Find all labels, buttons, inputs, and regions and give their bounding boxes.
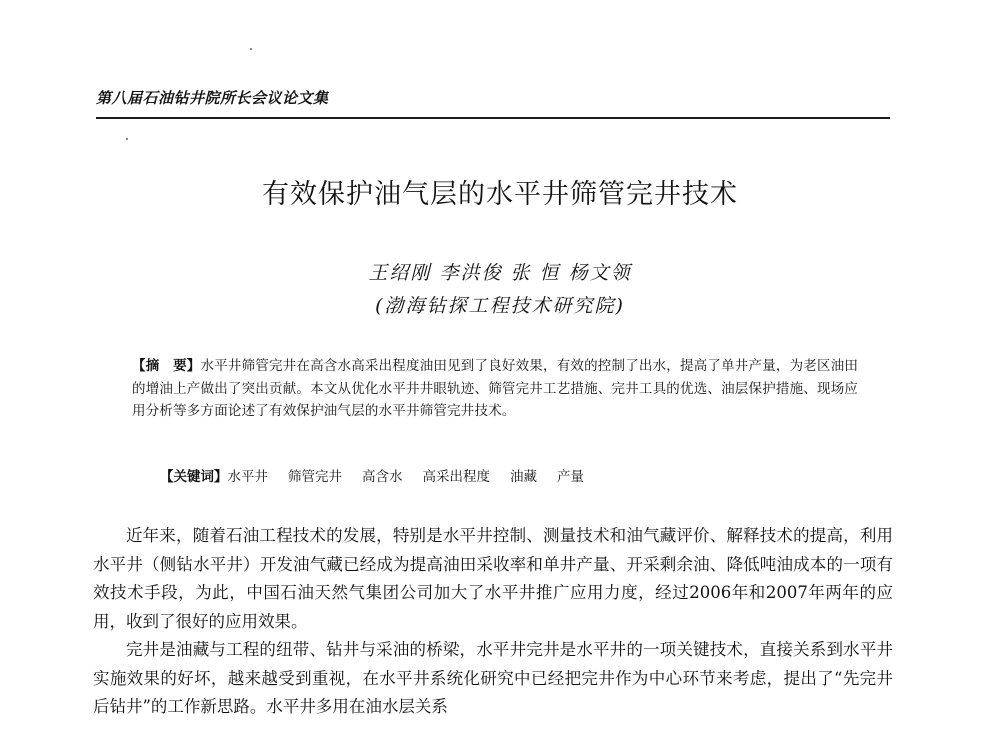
running-header [96, 87, 890, 121]
header-rule [96, 117, 890, 119]
body-paragraph: 完井是油藏与工程的纽带、钻井与采油的桥梁，水平井完井是水平井的一项关键技术，直接关系到水平井实施效果的好坏，越来越受到重视，在水平井系统化研究中已经把完井作为中心环节来考虑，提出了“先完井后钻井”的工作新思路。水平井多用在油水层关系 [93, 640, 893, 716]
scan-speck [250, 48, 252, 50]
keyword: 筛管完井 [288, 469, 342, 485]
keyword: 产量 [557, 469, 584, 485]
abstract-text: 水平井筛管完井在高含水高采出程度油田见到了良好效果，有效的控制了出水，提高了单井产量，为老区油田的增油上产做出了突出贡献。本文从优化水平井井眼轨迹、筛管完井工艺措施、完井工具的优选、油层保护措施、现场应用分析等多方面论述了有效保护油气层的水平井筛管完井技术。 [132, 358, 859, 419]
keywords-label: 【关键词】 [160, 469, 228, 485]
keyword: 水平井 [227, 469, 268, 485]
proceedings-title: 第八届石油钻井院所长会议论文集 [96, 89, 329, 107]
keywords-block [160, 467, 870, 487]
abstract-label: 【摘 要】 [132, 358, 201, 374]
author-list: 王绍刚 李洪俊 张 恒 杨文领 [368, 262, 632, 284]
author-affiliation: (渤海钻探工程技术研究院) [375, 295, 625, 317]
keyword: 高含水 [362, 469, 403, 485]
keyword: 高采出程度 [422, 469, 490, 485]
body-text [93, 522, 893, 722]
scan-speck [126, 138, 128, 140]
abstract-block [132, 355, 870, 423]
article-title: 有效保护油气层的水平井筛管完井技术 [262, 179, 738, 210]
body-paragraph: 近年来，随着石油工程技术的发展，特别是水平井控制、测量技术和油气藏评价、解释技术的提高，利用水平井（侧钻水平井）开发油气藏已经成为提高油田采收率和单井产量、开采剩余油、降低吨油成本的一项有效技术手段，为此，中国石油天然气集团公司加大了水平井推广应用力度，经过2006年和2007年两年的应用，收到了很好的应用效果。 [93, 526, 893, 631]
keyword: 油藏 [510, 469, 537, 485]
